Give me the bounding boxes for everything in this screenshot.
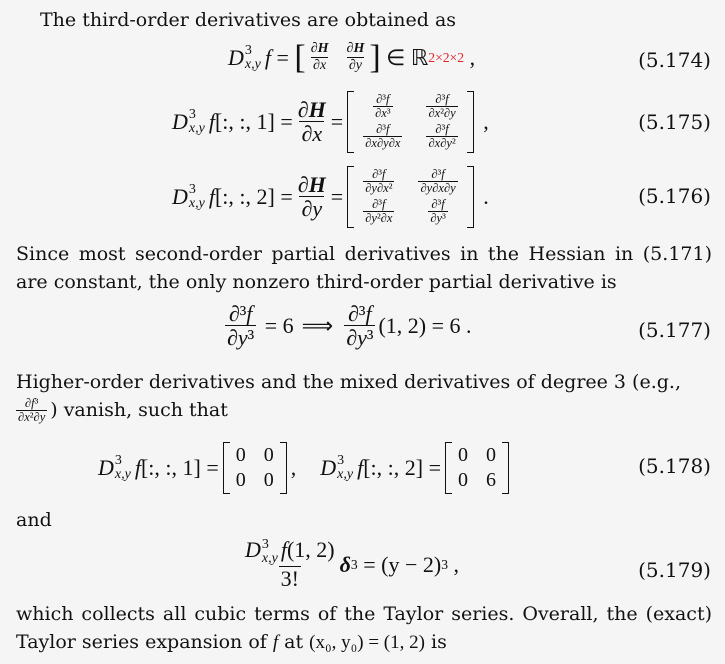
equation-5-175: [0, 86, 725, 158]
equation-number: (5.178): [638, 454, 711, 478]
matrix-5-178-a: 0 0 0 0: [223, 442, 287, 494]
matrix-5-175: $\frac{\text{∂³f}}{\text{∂x³}}$ $\frac{\text{∂³f}}{\text{∂x²∂y}}$ $\frac{\text{∂³f}}{\partial x\partial y\partial x}$ $\frac{\text{∂³f}}{\text{∂x∂y²}}$: [347, 91, 474, 153]
matrix-5-176: $\frac{\text{∂³f}}{\text{∂y∂x²}}$ $\frac{\text{∂³f}}{\partial y\partial x\partial y}$ $\frac{\text{∂³f}}{\text{∂y²∂x}}$ $\frac{\text{∂³f}}{\text{∂y³}}$: [347, 166, 474, 228]
equation-5-177: [0, 302, 725, 362]
paragraph-intro: The third-order derivatives are obtained as: [40, 9, 457, 31]
equation-number: (5.175): [638, 110, 711, 134]
equation-5-179-body: D 3 x,y f(1, 2) 3! δ 3 = (y − 2) 3 ,: [245, 537, 459, 591]
equation-5-175-body: D 3 x,y f [:, :, 1] = $\frac{\partial H}{\partial x}$ = $\frac{\text{∂³f}}{\text{∂x³}}$ $\frac{\text{∂³f}}{\text{∂x²∂y}}$ $\frac{\text{∂³f}}{\partial x\partial y\partial x}$ $\frac{\text{∂³f}}{\text{∂x∂y²}}$ ,: [172, 88, 489, 156]
equation-5-174-body: D 3 x,y f = [ $\frac{\partial H}{\partial x}$ $\frac{\partial H}{\partial y}$ ] ∈ ℝ 2×2×2 ,: [228, 38, 476, 76]
equation-5-178: [0, 436, 725, 498]
equation-number: (5.176): [638, 184, 711, 208]
paragraph-higher-order: Higher-order derivatives and the mixed derivatives of degree 3 (e.g., $\frac{\text{∂f³}}{\text{∂x²∂y}}$ ) vanish, such that: [16, 371, 681, 425]
equation-5-176-body: D 3 x,y f [:, :, 2] = $\frac{\partial H}{\partial y}$ = $\frac{\text{∂³f}}{\text{∂y∂x²}}$ $\frac{\text{∂³f}}{\partial y\partial x\partial y}$ $\frac{\text{∂³f}}{\text{∂y²∂x}}$ $\frac{\text{∂³f}}{\text{∂y³}}$ .: [172, 162, 489, 232]
equation-number: (5.179): [638, 558, 711, 582]
equation-5-178-body: D 3 x,y f [:, :, 1] = 0 0 0 0 , D 3 x,y f [:, :, 2] = 0 0 0 6: [98, 440, 513, 496]
equation-number: (5.174): [638, 48, 711, 72]
equation-5-179: [0, 538, 725, 602]
equation-number: (5.177): [638, 318, 711, 342]
paragraph-since: Since most second-order partial derivatives in the Hessian in (5.171) are constant, the only nonzero third-order partial derivative is: [16, 243, 712, 293]
paragraph-and: and: [16, 509, 52, 531]
matrix-5-178-b: 0 0 0 6: [445, 442, 509, 494]
equation-5-176: [0, 160, 725, 234]
equation-5-177-body: $\frac{\text{∂³f}}{\text{∂y³}}$ = 6 ⟹ $\frac{\text{∂³f}}{\text{∂y³}}$ (1, 2) = 6 .: [227, 301, 472, 351]
equation-5-174: [0, 36, 725, 86]
paragraph-which: which collects all cubic terms of the Taylor series. Overall, the (exact) Taylor series expansion of f at (x₀, y₀) = (1, 2) is: [16, 603, 712, 653]
